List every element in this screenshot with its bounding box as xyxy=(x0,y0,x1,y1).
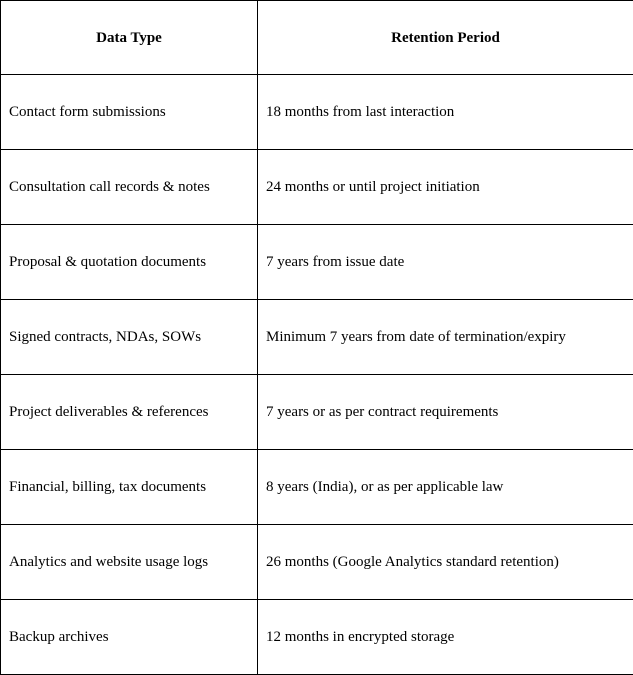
table-row xyxy=(1,450,633,525)
retention-period-cell: 12 months in encrypted storage xyxy=(258,600,633,675)
table-header-row xyxy=(1,1,633,75)
header-data-type: Data Type xyxy=(1,1,258,75)
data-type-cell: Contact form submissions xyxy=(1,75,258,150)
data-type-cell: Project deliverables & references xyxy=(1,375,258,450)
retention-period-cell: 18 months from last interaction xyxy=(258,75,633,150)
retention-period-cell: 7 years from issue date xyxy=(258,225,633,300)
retention-period-cell: 26 months (Google Analytics standard retention) xyxy=(258,525,633,600)
header-retention-period: Retention Period xyxy=(258,1,633,75)
data-type-cell: Consultation call records & notes xyxy=(1,150,258,225)
data-type-cell: Signed contracts, NDAs, SOWs xyxy=(1,300,258,375)
retention-period-cell: 24 months or until project initiation xyxy=(258,150,633,225)
data-type-cell: Analytics and website usage logs xyxy=(1,525,258,600)
table-row xyxy=(1,375,633,450)
retention-period-cell: 7 years or as per contract requirements xyxy=(258,375,633,450)
table-row xyxy=(1,225,633,300)
retention-period-cell: 8 years (India), or as per applicable law xyxy=(258,450,633,525)
table-row xyxy=(1,300,633,375)
table-row xyxy=(1,75,633,150)
table-row xyxy=(1,525,633,600)
table-row xyxy=(1,150,633,225)
data-type-cell: Backup archives xyxy=(1,600,258,675)
data-type-cell: Financial, billing, tax documents xyxy=(1,450,258,525)
table-row xyxy=(1,600,633,675)
retention-period-cell: Minimum 7 years from date of termination/expiry xyxy=(258,300,633,375)
data-type-cell: Proposal & quotation documents xyxy=(1,225,258,300)
